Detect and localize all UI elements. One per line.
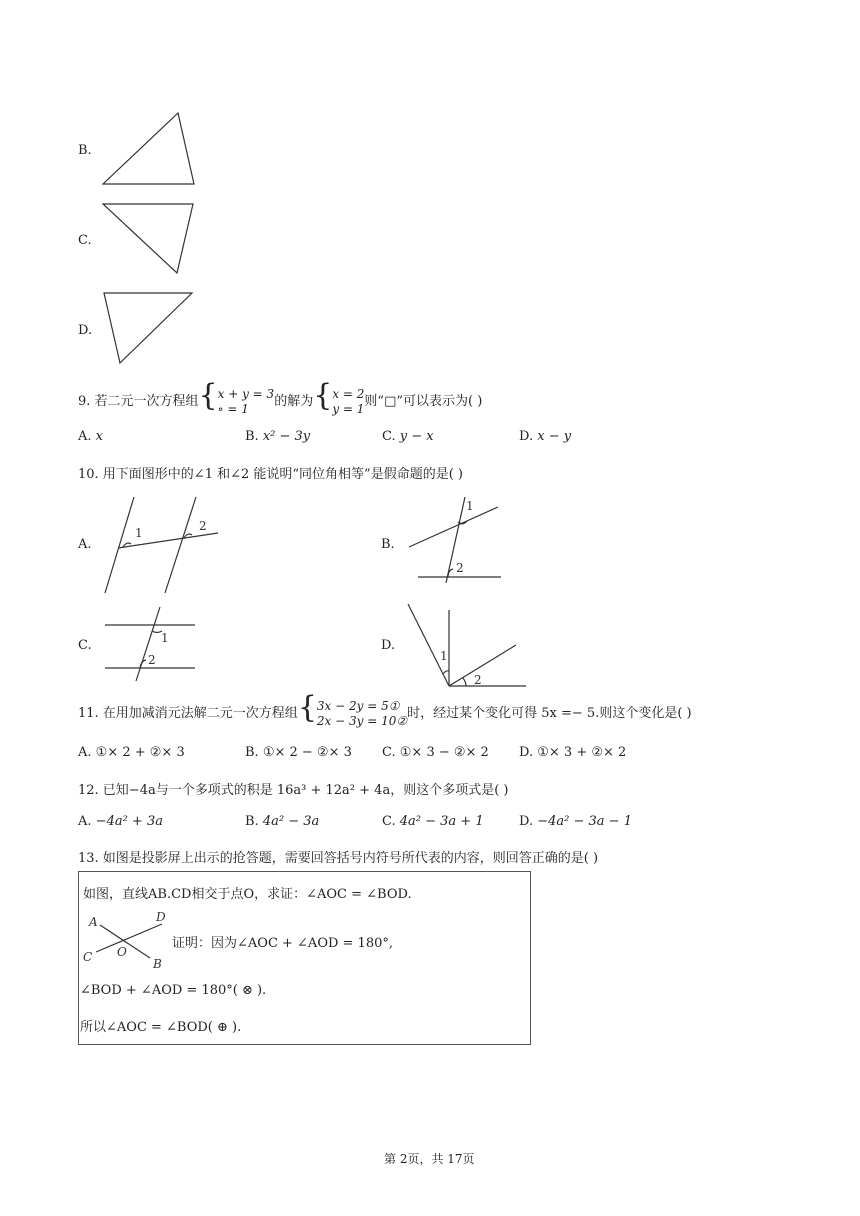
- q10-option-a-label: A.: [78, 537, 92, 552]
- fig-a-angle-2: 2: [199, 519, 207, 533]
- q9-brace-1: {: [198, 378, 218, 413]
- option-label: D.: [519, 429, 534, 444]
- option-text: y − x: [399, 429, 434, 444]
- point-o: O: [117, 945, 127, 959]
- option-text: ①× 2 − ②× 3: [262, 745, 352, 760]
- point-c: C: [83, 950, 93, 964]
- q11-suffix: 时，经过某个变化可得 5x =− 5.则这个变化是( ): [407, 706, 692, 721]
- point-a: A: [89, 915, 98, 929]
- point-b: B: [153, 957, 162, 971]
- option-label: C.: [382, 814, 396, 829]
- q13-stem: 13. 如图是投影屏上出示的抢答题，需要回答括号内符号所代表的内容，则回答正确的是( ): [78, 851, 599, 866]
- option-label: A.: [78, 814, 92, 829]
- option-text: ①× 3 + ②× 2: [537, 745, 627, 760]
- q11-eq2: 2x − 3y = 10②: [316, 713, 408, 728]
- option-label: B.: [245, 814, 259, 829]
- q8-option-b-label: B.: [78, 143, 92, 158]
- q11-eq1: 3x − 2y = 5①: [316, 698, 400, 713]
- fig-d-angle-1: 1: [440, 649, 448, 663]
- q9-sys2-eq1: x = 2: [332, 386, 365, 401]
- option-text: 4a² − 3a: [262, 814, 320, 829]
- option-label: A.: [78, 429, 92, 444]
- fig-b-angle-2: 2: [456, 561, 464, 575]
- option-text: 4a² − 3a + 1: [399, 814, 484, 829]
- option-label: D.: [519, 814, 534, 829]
- option-label: A.: [78, 745, 92, 760]
- option-label: B.: [245, 429, 259, 444]
- option-text: ①× 2 + ②× 3: [95, 745, 185, 760]
- option-label: C.: [382, 745, 396, 760]
- page-footer: 第 2页，共 17页: [384, 1152, 475, 1166]
- q10-option-d-label: D.: [381, 638, 396, 653]
- option-text: ①× 3 − ②× 2: [399, 745, 489, 760]
- q9-sys2-eq2: y = 1: [332, 401, 365, 416]
- option-label: D.: [519, 745, 534, 760]
- q8-option-d-label: D.: [78, 323, 93, 338]
- option-text: x: [95, 429, 104, 444]
- q8-option-c-label: C.: [78, 233, 92, 248]
- q11-brace: {: [297, 690, 317, 725]
- q9-sys1-eq1: x + y = 3: [217, 386, 275, 401]
- option-text: x² − 3y: [262, 429, 311, 444]
- fig-c-angle-2: 2: [148, 653, 156, 667]
- q13-box-line-2: 证明：因为∠AOC + ∠AOD = 180°,: [172, 936, 394, 951]
- q10-option-c-label: C.: [78, 638, 92, 653]
- option-text: −4a² − 3a − 1: [537, 814, 632, 829]
- fig-a-angle-1: 1: [135, 526, 143, 540]
- q13-box-line-1: 如图，直线AB.CD相交于点O，求证：∠AOC = ∠BOD.: [83, 887, 412, 902]
- fig-b-angle-1: 1: [466, 499, 474, 513]
- q9-prefix: 9. 若二元一次方程组: [78, 394, 199, 409]
- q9-mid: 的解为: [274, 394, 314, 409]
- q9-suffix: 则“□”可以表示为( ): [364, 394, 483, 409]
- q13-box-line-4: 所以∠AOC = ∠BOD( ⊕ ).: [80, 1020, 242, 1035]
- point-d: D: [156, 910, 166, 924]
- fig-d-angle-2: 2: [474, 673, 482, 687]
- option-label: B.: [245, 745, 259, 760]
- q9-sys1-eq2: ∘ = 1: [217, 401, 249, 416]
- q10-stem: 10. 用下面图形中的∠1 和∠2 能说明“同位角相等”是假命题的是( ): [78, 467, 463, 482]
- q12-stem: 12. 已知−4a与一个多项式的积是 16a³ + 12a² + 4a，则这个多项式是( ): [78, 783, 509, 798]
- option-text: −4a² + 3a: [95, 814, 163, 829]
- fig-c-angle-1: 1: [161, 631, 169, 645]
- option-label: C.: [382, 429, 396, 444]
- q9-brace-2: {: [313, 378, 333, 413]
- option-text: x − y: [537, 429, 572, 444]
- q10-option-b-label: B.: [381, 537, 395, 552]
- q13-box-line-3: ∠BOD + ∠AOD = 180°( ⊗ ).: [80, 983, 267, 998]
- q11-prefix: 11. 在用加减消元法解二元一次方程组: [78, 706, 298, 721]
